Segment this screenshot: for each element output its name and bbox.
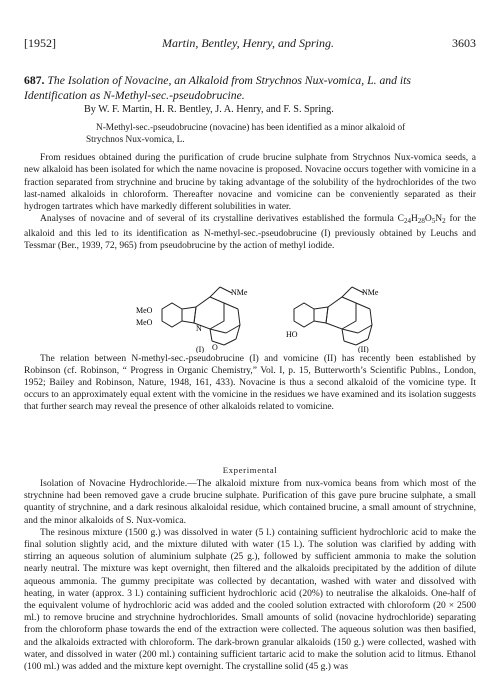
- header-year: [1952]: [24, 36, 56, 50]
- header-authors: Martin, Bentley, Henry, and Spring.: [162, 36, 334, 50]
- nme-label-1: NMe: [231, 288, 248, 297]
- header-page-number: 3603: [452, 36, 476, 50]
- experimental-paragraph-1: Isolation of Novacine Hydrochloride.—The alkaloid mixture from nux-vomica beans from which most of the strychnine had been removed gave a crude brucine sulphate. Purification of this gave pure brucine sulphate, a small quantity of strychnine, and a dark resinous alkaloidal residue, which contained brucine, a small amount of strychnine, and the minor alkaloids of S. Nux-vomica.: [24, 479, 476, 526]
- hydroxy-label: HO: [286, 330, 298, 339]
- oxygen-label: O: [212, 343, 218, 352]
- structure-label-1: (I): [196, 345, 204, 353]
- introduction: [24, 152, 476, 252]
- article-title: The Isolation of Novacine, an Alkaloid from Strychnos Nux-vomica, L. and its Identification as N-Methyl-sec.-pseudobrucine.: [24, 74, 411, 102]
- structure-I: [162, 287, 240, 345]
- methoxy-label-1: MeO: [136, 306, 153, 315]
- nme-label-2: NMe: [362, 288, 379, 297]
- running-header: [24, 36, 476, 52]
- author-byline: By W. F. Martin, H. R. Bentley, J. A. Henry, and F. S. Spring.: [84, 104, 334, 115]
- section-heading-experimental: Experimental: [222, 465, 278, 475]
- article-title-block: [24, 73, 476, 103]
- intro-paragraph-1: From residues obtained during the purification of crude brucine sulphate from Strychnos Nux-vomica seeds, a new alkaloid has been isolated for which the name novacine is proposed. Novacine occurs together with vomicine in a fraction separated from strychnine and brucine by taking advantage of the solubility of the hydrochlorides of the two last-named alkaloids in chloroform. Thereafter novacine and vomicine can be conveniently separated as their hydrogen tartrates which have markedly different solubilities in water.: [24, 153, 476, 212]
- structure-label-2: (II): [358, 345, 369, 353]
- structural-formulas-figure: [100, 283, 400, 353]
- nitrogen-label: N: [196, 324, 202, 333]
- structure-II: [294, 287, 372, 345]
- article-number: 687.: [24, 74, 45, 87]
- methoxy-label-2: MeO: [136, 318, 153, 327]
- discussion-paragraph: The relation between N-methyl-sec.-pseudobrucine (I) and vomicine (II) has recently been established by Robinson (cf. Robinson, “ Progress in Organic Chemistry,” Vol. I, p. 15, Butterworth’s Scientific Publns., London, 1952; Bailey and Robinson, Nature, 1948, 161, 433). Novacine is thus a second alkaloid of the vomicine type. It occurs to an approximately equal extent with the vomicine in the residues we have examined and its isolation suggests that further search may reveal the presence of other alkaloids related to vomicine.: [24, 354, 476, 413]
- experimental-paragraph-2: The resinous mixture (1500 g.) was dissolved in water (5 l.) containing sufficient hydrochloric acid to make the final solution slightly acid, and the mixture diluted with water (15 l.). The solution was clarified by adding with stirring an aqueous solution of aluminium sulphate (25 g.), followed by sufficient ammonia to make the solution nearly neutral. The mixture was kept overnight, then filtered and the alkaloids precipitated by the addition of dilute aqueous ammonia. The gummy precipitate was collected by decantation, washed with water and dissolved with heating, in water (approx. 3 l.) containing sufficient hydrochloric acid (20%) to neutralise the alkaloids. One-half of the equivalent volume of hydrochloric acid was added and the cooled solution extracted with chloroform (20 × 2500 ml.) to remove brucine and strychnine hydrochlorides. Small amounts of solid (novacine hydrochloride) separating from the chloroform phase towards the end of the extraction were collected. The aqueous solution was then basified, and the alkaloids extracted with chloroform. The dark-brown granular alkaloids (150 g.) were collected, washed with water, and dissolved in water (200 ml.) containing sufficient tartaric acid to make the solution acid to litmus. Ethanol (100 ml.) was added and the mixture kept overnight. The crystalline solid (45 g.) was: [24, 527, 476, 673]
- abstract: N-Methyl-sec.-pseudobrucine (novacine) has been identified as a minor alkaloid of Strychnos Nux-vomica, L.: [86, 123, 406, 146]
- intro-paragraph-2: Analyses of novacine and of several of its crystalline derivatives established the formula $C_{24}H_{28}O_5N_2$ for the alkaloid and this led to its identification as N-methyl-sec.-pseudobrucine (I) previously obtained by Leuchs and Tessmar (Ber., 1939, 72, 965) from pseudobrucine by the action of methyl iodide.: [24, 214, 476, 251]
- discussion: [24, 353, 476, 413]
- experimental-section: [24, 478, 476, 673]
